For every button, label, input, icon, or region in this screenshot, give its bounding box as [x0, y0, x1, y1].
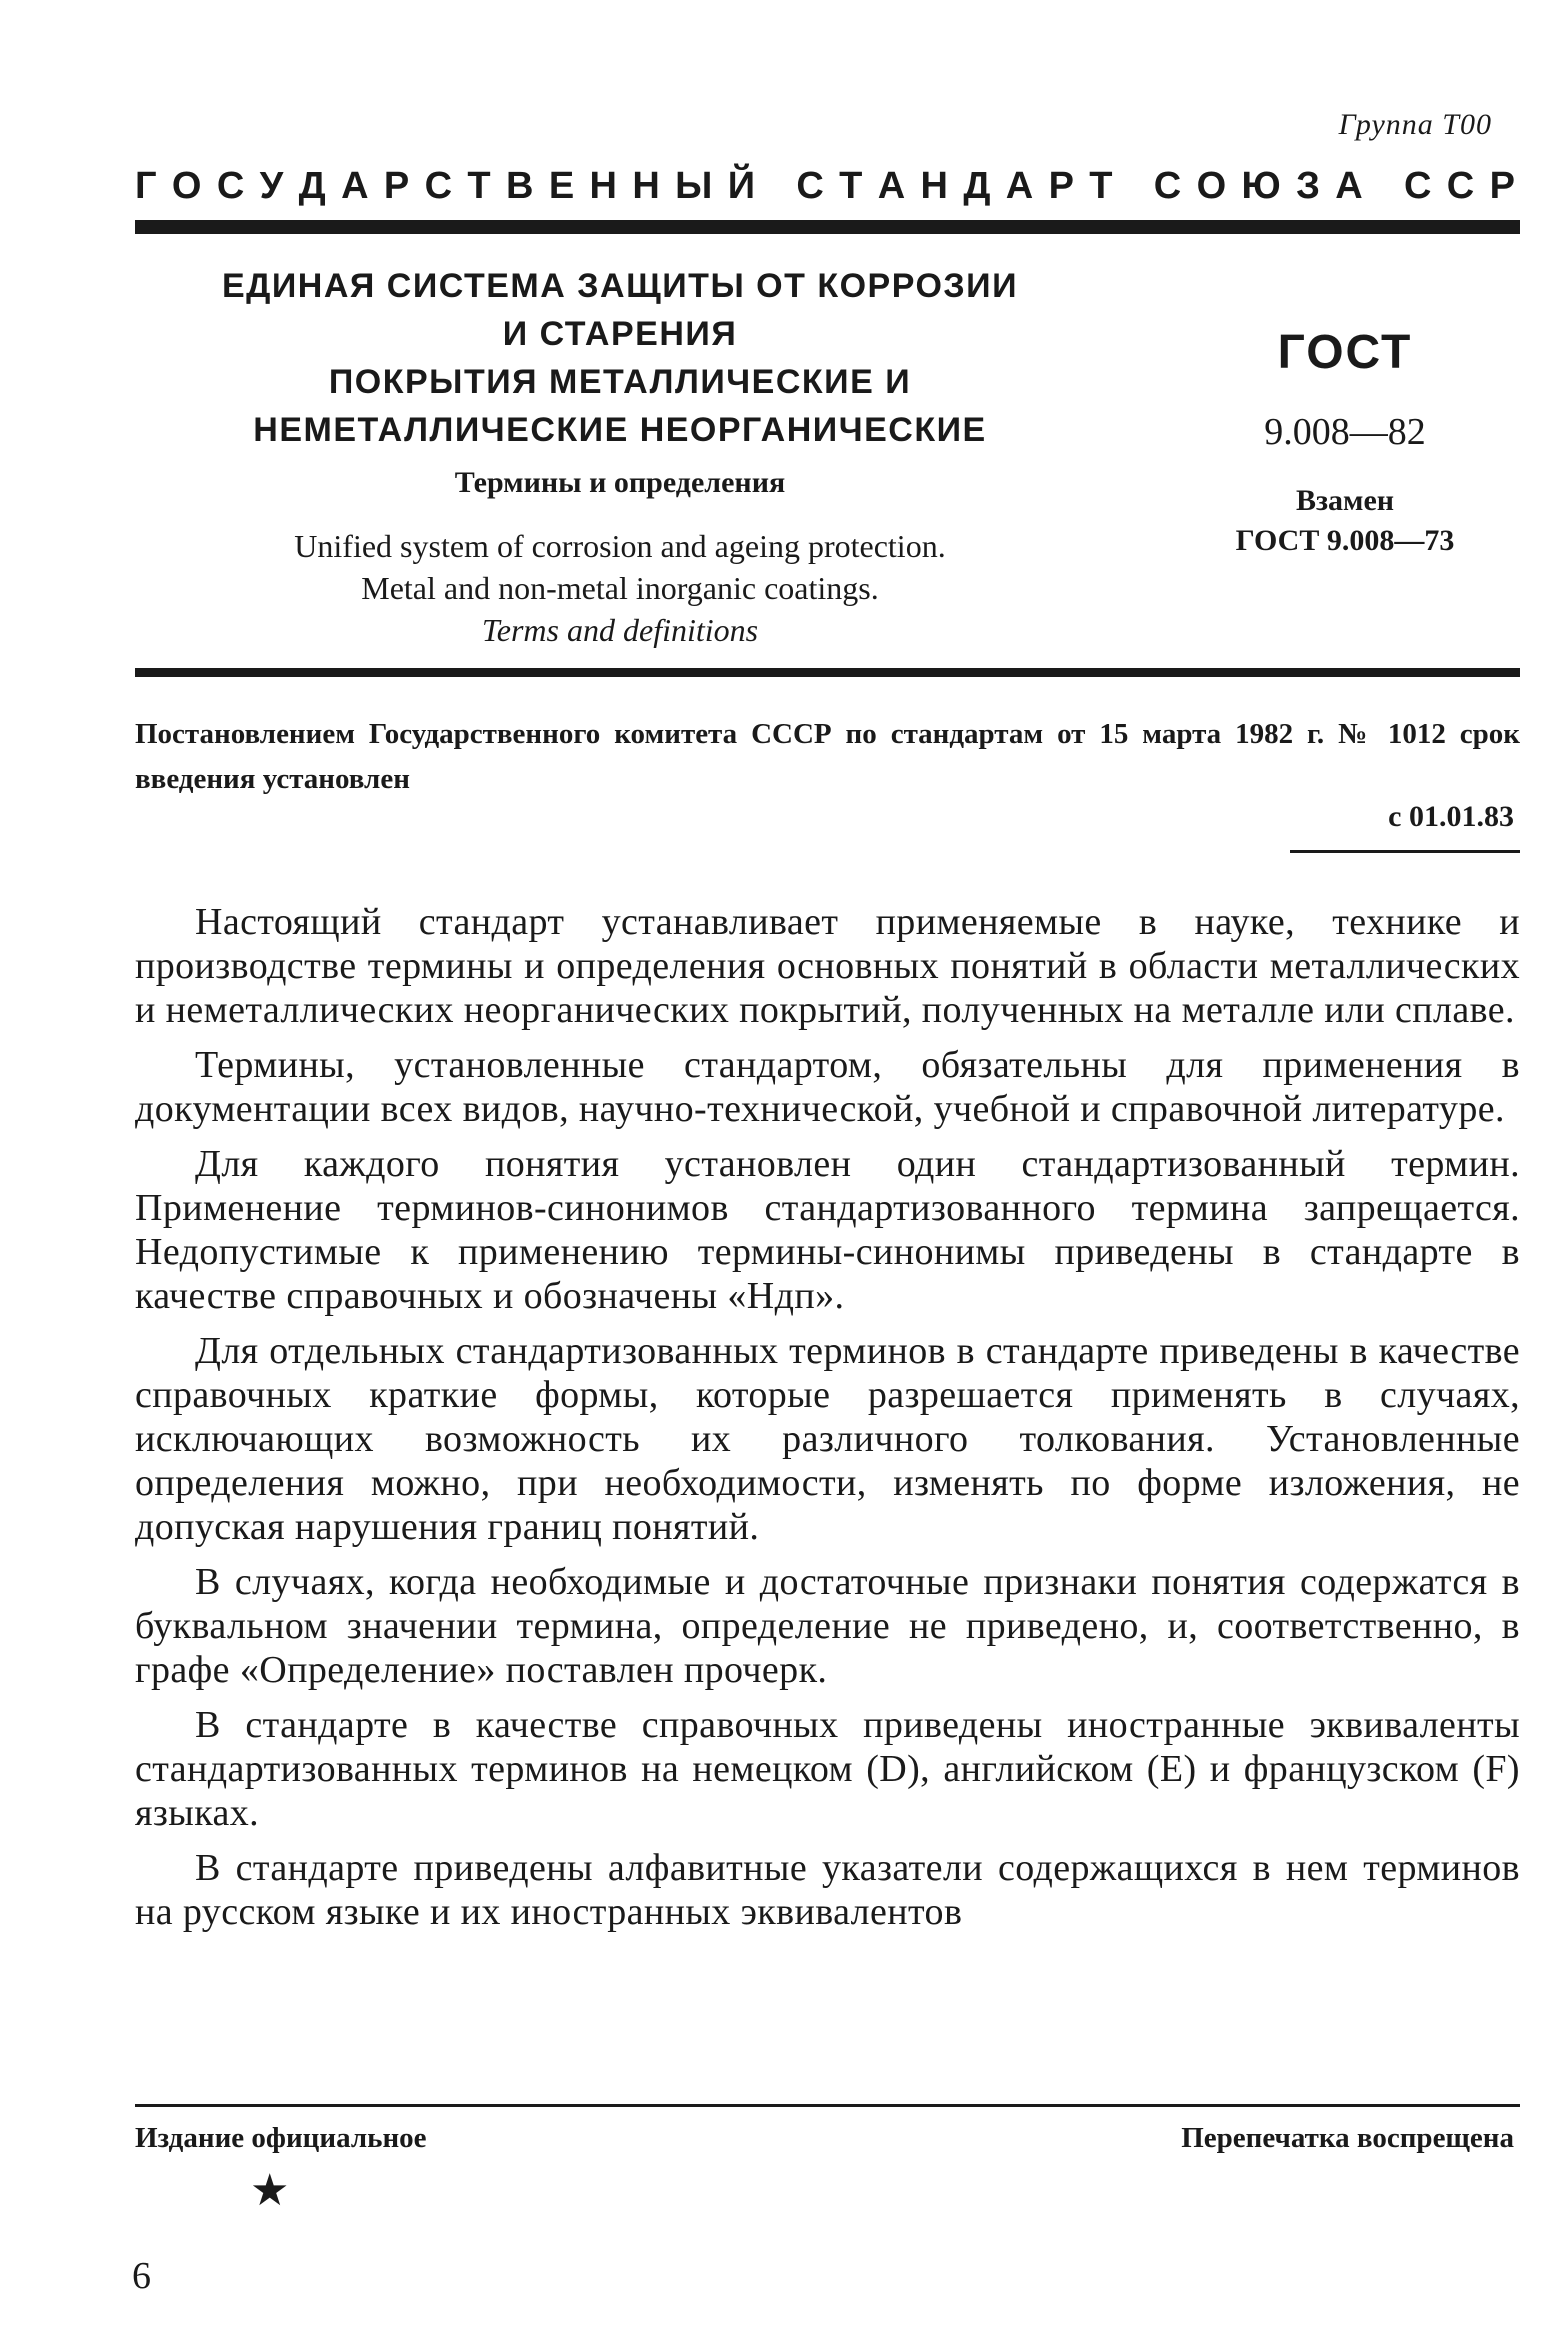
title-rule	[135, 668, 1520, 677]
english-title	[170, 525, 1070, 651]
body-paragraph: Термины, установленные стандартом, обязательны для применения в документации всех видов, научно-технической, учебной и справочной литературе.	[135, 1044, 1520, 1130]
heading-letter: А	[877, 165, 906, 207]
heading-letter: С	[1153, 165, 1182, 207]
header-rule	[135, 220, 1520, 234]
body-paragraph: Для каждого понятия установлен один стандартизованный термин. Применение терминов-синонимов стандартизованного термина запрещается. Недопустимые к применению термины-синонимы приведены в стандарте в качестве справочных и обозначены «Ндп».	[135, 1143, 1520, 1317]
heading-letter: О	[1196, 165, 1227, 207]
heading-letter: Н	[920, 165, 948, 207]
heading-letter: Е	[548, 165, 575, 207]
heading-letter: А	[1335, 165, 1363, 207]
heading-letter: З	[1296, 165, 1320, 207]
title-line: И СТАРЕНИЯ	[502, 315, 738, 353]
decree-text: Постановлением Государственного комитета СССР по стандартам от 15 марта 1982 г. № 1012 срок введения установлен	[135, 718, 1520, 795]
page-number: 6	[132, 2255, 151, 2297]
gost-label: ГОСТ	[1277, 326, 1413, 379]
heading-letter: Ю	[1241, 165, 1281, 207]
title-line: ПОКРЫТИЯ МЕТАЛЛИЧЕСКИЕ И	[328, 363, 912, 401]
heading-letter: Д	[963, 165, 991, 207]
heading-letter: Н	[632, 165, 660, 207]
heading-letter: В	[506, 165, 534, 207]
effective-date-rule	[1290, 850, 1520, 853]
heading-letter: Й	[727, 165, 756, 207]
body-paragraph: В стандарте в качестве справочных приведены иностранные эквиваленты стандартизованных терминов на немецком (D), английском (Е) и французском (F) языках.	[135, 1704, 1520, 1834]
footer-rule	[135, 2104, 1520, 2107]
heading-letter: С	[1446, 165, 1475, 207]
gost-block	[1170, 325, 1520, 558]
star-icon: ★	[250, 2165, 290, 2216]
heading-letter: С	[796, 165, 824, 207]
heading-letter: С	[216, 165, 245, 207]
heading-letter: Ы	[675, 165, 713, 207]
heading-letter: А	[1005, 165, 1034, 207]
group-code: Группа Т00	[1338, 108, 1492, 141]
heading-letter: С	[1403, 165, 1432, 207]
heading-letter: Н	[589, 165, 617, 207]
document-subtitle: Термины и определения	[454, 466, 786, 499]
heading-letter: Д	[298, 165, 326, 207]
heading-letter: Т	[839, 165, 863, 207]
heading-letter: Р	[1489, 165, 1515, 207]
effective-date: с 01.01.83	[1388, 800, 1514, 833]
replaces-value: ГОСТ 9.008—73	[1235, 524, 1455, 557]
body-paragraph: Настоящий стандарт устанавливает применяемые в науке, технике и производстве термины и определения основных понятий в области металлических и неметаллических неорганических покрытий, полученных на металле или сплаве.	[135, 901, 1520, 1031]
reprint-notice: Перепечатка воспрещена	[1181, 2122, 1514, 2154]
gost-number: 9.008—82	[1264, 411, 1426, 453]
heading-letter: Р	[383, 165, 410, 207]
english-title-line: Metal and non-metal inorganic coatings.	[361, 570, 879, 606]
heading-letter: О	[171, 165, 202, 207]
heading-letter: Т	[1089, 165, 1113, 207]
replaces-label: Взамен	[1295, 484, 1395, 517]
heading-letter: С	[424, 165, 453, 207]
heading-letter	[1378, 165, 1389, 208]
english-title-line: Terms and definitions	[481, 612, 759, 648]
state-standard-heading	[135, 165, 1515, 208]
body-text	[135, 900, 1520, 1945]
edition-label: Издание официальное	[135, 2122, 427, 2154]
title-line: НЕМЕТАЛЛИЧЕСКИЕ НЕОРГАНИЧЕСКИЕ	[253, 411, 987, 449]
heading-letter: Т	[467, 165, 491, 207]
english-title-line: Unified system of corrosion and ageing protection.	[294, 528, 946, 564]
heading-letter	[1128, 165, 1139, 208]
body-paragraph: В стандарте приведены алфавитные указатели содержащихся в нем терминов на русском языке и их иностранных эквивалентов	[135, 1847, 1520, 1933]
body-paragraph: В случаях, когда необходимые и достаточные признаки понятия содержатся в буквальном значении термина, определение не приведено, и, соответственно, в графе «Определение» поставлен прочерк.	[135, 1561, 1520, 1691]
heading-letter: Р	[1048, 165, 1074, 207]
heading-letter: Г	[135, 165, 157, 207]
document-title	[170, 262, 1070, 454]
title-line: ЕДИНАЯ СИСТЕМА ЗАЩИТЫ ОТ КОРРОЗИИ	[221, 267, 1019, 305]
heading-letter	[770, 165, 781, 208]
body-paragraph: Для отдельных стандартизованных терминов в стандарте приведены в качестве справочных краткие формы, которые разрешается применять в случаях, исключающих возможность их различного толкования. Установленные определения можно, при необходимости, изменять по форме изложения, не допуская нарушения границ понятий.	[135, 1330, 1520, 1548]
heading-letter: А	[341, 165, 369, 207]
heading-letter: У	[259, 165, 284, 207]
